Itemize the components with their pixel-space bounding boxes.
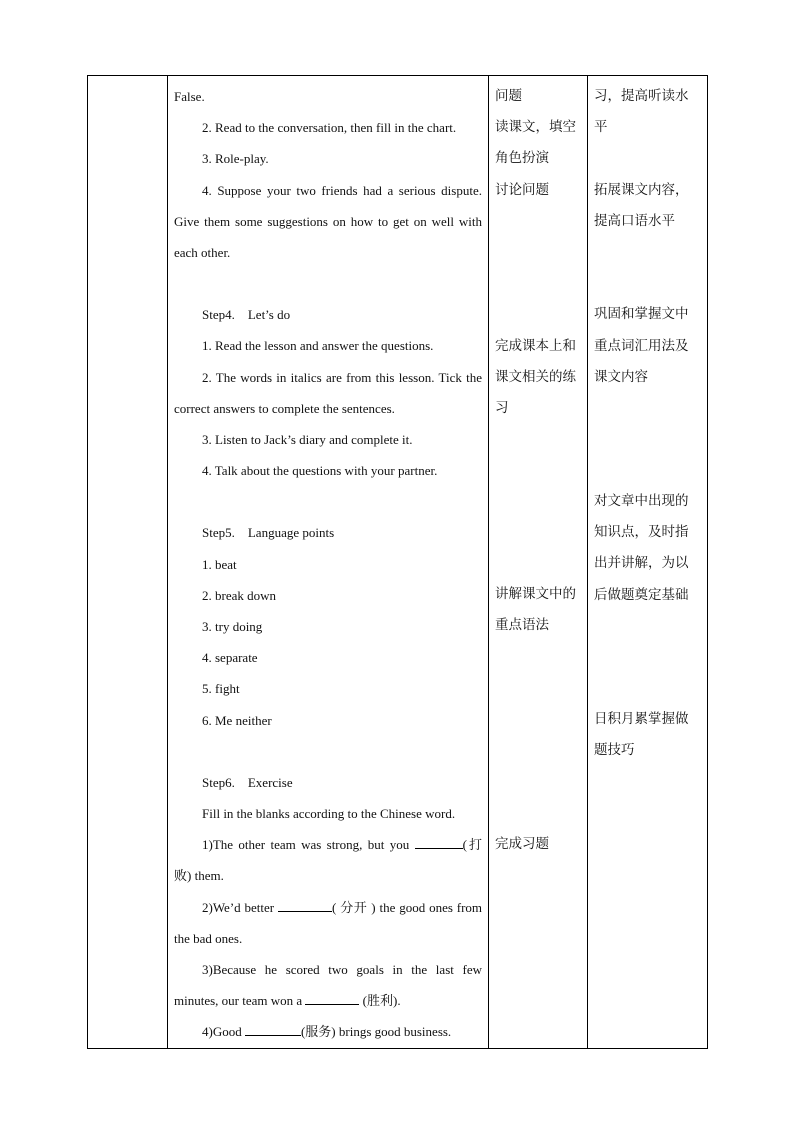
exercise-text: (胜利).	[362, 993, 401, 1009]
list-item: 5. fight	[202, 681, 240, 697]
activity-text: 完成习题	[495, 835, 549, 852]
answer-blank	[245, 1023, 301, 1036]
list-item: 6. Me neither	[202, 712, 272, 728]
purpose-text: 巩固和掌握文中重点词汇用法及课文内容	[594, 306, 689, 385]
exercise-text: 1)The other team was strong, but you	[202, 837, 410, 853]
exercise-item	[174, 1016, 482, 1047]
table-row	[88, 76, 708, 1049]
activity-text: 角色扮演	[495, 150, 549, 167]
text-paragraph: 2. The words in italics are from this lesson. Tick the correct answers to complete the sentences.	[174, 369, 482, 416]
text-line: Fill in the blanks according to the Chinese word.	[202, 806, 456, 822]
exercise-text: 4)Good	[202, 1024, 242, 1040]
activity-text: 讲解课文中的重点语法	[495, 586, 576, 634]
exercise-item	[174, 829, 482, 891]
text-line: 2. Read to the conversation, then fill in the chart.	[202, 120, 457, 136]
step-heading: Step4. Let’s do	[202, 307, 291, 323]
activity-text: 问题	[495, 88, 522, 104]
activity-text: 读课文，填空	[495, 119, 576, 136]
procedure-cell	[168, 76, 489, 1049]
text-paragraph: 4. Suppose your two friends had a serious dispute. Give them some suggestions on how to get on well with each other.	[174, 182, 482, 261]
exercise-text: 2)We’d better	[202, 899, 275, 915]
exercise-text: ( 分开 ) the good ones from the bad ones.	[174, 899, 483, 946]
exercise-text: (打败) them.	[174, 837, 482, 884]
exercise-text: 3)Because he scored two goals in the last few minutes, our team won a	[174, 962, 482, 1009]
step-heading: Step6. Exercise	[202, 774, 293, 790]
activity-text: 讨论问题	[495, 181, 549, 198]
empty-cell	[88, 76, 168, 1049]
purpose-cell	[588, 76, 708, 1049]
list-item: 3. try doing	[202, 619, 263, 635]
answer-blank	[305, 992, 359, 1005]
purpose-text: 对文章中出现的知识点，及时指出并讲解，为以后做题奠定基础	[594, 493, 689, 603]
exercise-item	[174, 892, 482, 954]
list-item: 2. break down	[202, 587, 277, 603]
exercise-text: (服务) brings good business.	[300, 1024, 452, 1040]
text-line: 3. Role-play.	[202, 151, 269, 167]
text-line: 1. Read the lesson and answer the questions.	[202, 338, 434, 354]
list-item: 4. separate	[202, 650, 258, 666]
text-line: False.	[174, 89, 205, 104]
student-activity-cell	[489, 76, 588, 1049]
answer-blank	[278, 899, 332, 912]
list-item: 1. beat	[202, 556, 237, 572]
activity-text: 完成课本上和课文相关的练习	[495, 337, 576, 417]
text-line: 3. Listen to Jack’s diary and complete it.	[202, 432, 413, 448]
step-heading: Step5. Language points	[202, 525, 335, 541]
text-line: 4. Talk about the questions with your partner.	[202, 463, 438, 479]
lesson-plan-table	[87, 75, 708, 1049]
purpose-text: 拓展课文内容，提高口语水平	[594, 181, 689, 229]
answer-blank	[415, 836, 463, 849]
purpose-text: 日积月累掌握做题技巧	[594, 710, 689, 759]
exercise-item	[174, 954, 482, 1016]
purpose-text: 习，提高听读水平	[594, 88, 689, 136]
